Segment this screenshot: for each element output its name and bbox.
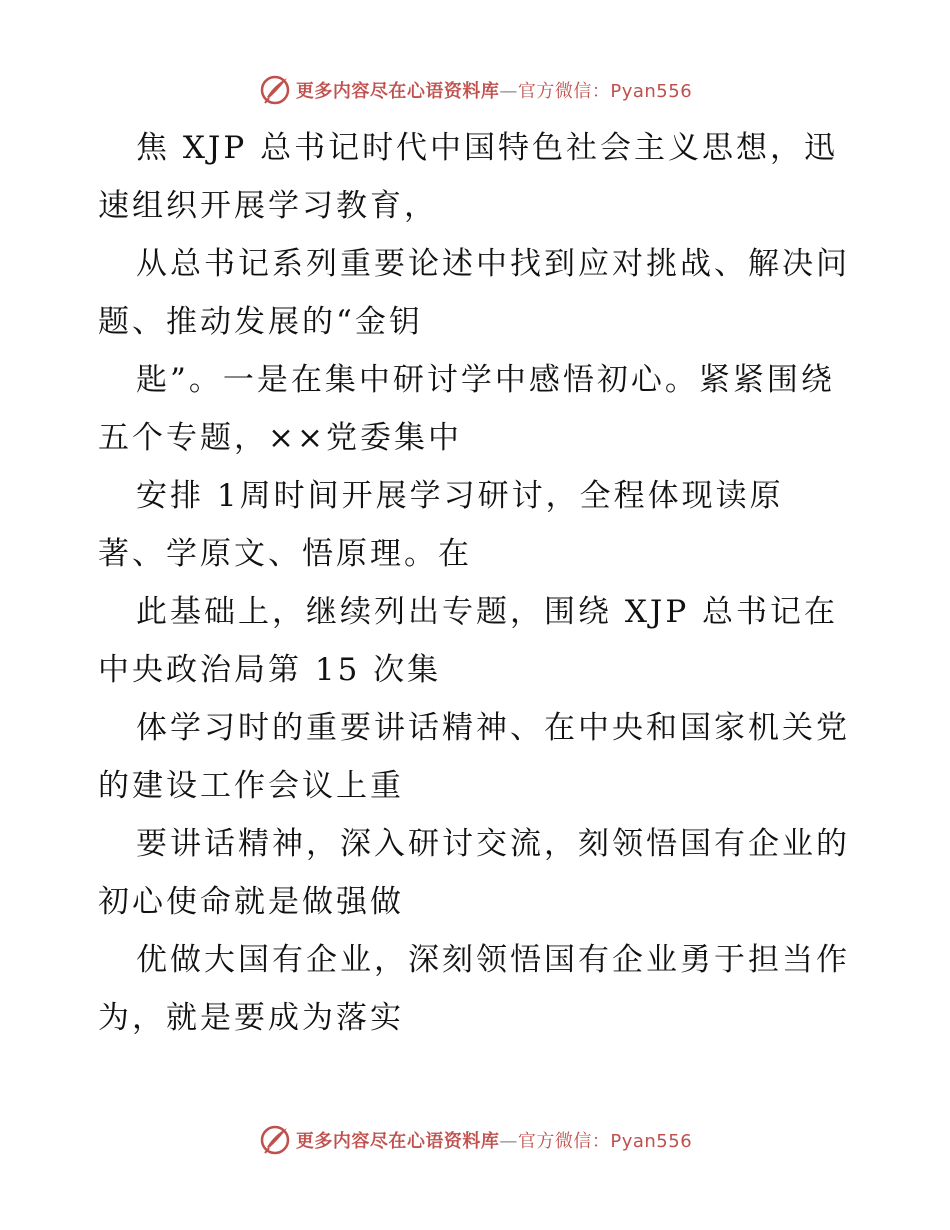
body-line: 速组织开展学习教育， (98, 188, 438, 224)
header-banner-contact: 官方微信：Pyan556 (517, 81, 693, 102)
footer-banner-dash: — (499, 1131, 518, 1152)
body-line: 匙”。一是在集中研讨学中感悟初心。紧紧围绕 (136, 362, 835, 398)
body-line: 的建设工作会议上重 (98, 768, 404, 804)
body-line: 题、推动发展的“金钥 (98, 304, 423, 340)
body-line: 焦 XJP 总书记时代中国特色社会主义思想，迅 (136, 130, 839, 166)
footer-banner-contact: 官方微信：Pyan556 (517, 1131, 693, 1152)
header-banner-dash: — (499, 81, 518, 102)
footer-banner-text (296, 1127, 692, 1153)
body-line: 体学习时的重要讲话精神、在中央和国家机关党 (136, 710, 850, 746)
body-line: 此基础上，继续列出专题，围绕 XJP 总书记在 (136, 594, 839, 630)
body-line: 安排 1周时间开展学习研讨，全程体现读原 (136, 478, 784, 514)
body-line: 初心使命就是做强做 (98, 884, 404, 920)
footer-banner (0, 1120, 950, 1160)
body-line: 中央政治局第 15 次集 (98, 652, 442, 688)
body-line: 优做大国有企业，深刻领悟国有企业勇于担当作 (136, 942, 850, 978)
header-banner-title: 更多内容尽在心语资料库 (295, 81, 500, 102)
body-line: 要讲话精神，深入研讨交流，刻领悟国有企业的 (136, 826, 850, 862)
body-line: 为，就是要成为落实 (98, 1000, 404, 1036)
body-line: 著、学原文、悟原理。在 (98, 536, 472, 572)
body-line: 五个专题，××党委集中 (98, 420, 462, 456)
body-line: 从总书记系列重要论述中找到应对挑战、解决问 (136, 246, 850, 282)
footer-banner-title: 更多内容尽在心语资料库 (295, 1131, 500, 1152)
quill-logo-icon (258, 1123, 292, 1157)
